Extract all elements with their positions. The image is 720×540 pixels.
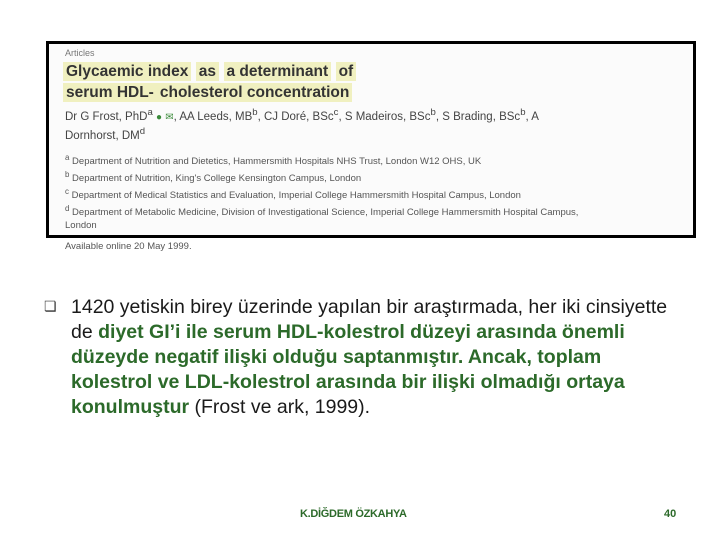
title-part: of (336, 62, 357, 81)
affiliation-line: London (65, 220, 97, 232)
bullet-icon: ❏ (44, 298, 57, 314)
footer-author: K.DİĞDEM ÖZKAHYA (300, 508, 407, 520)
authors-text: , S Brading, BSc (435, 110, 521, 123)
bullet-text (71, 295, 684, 420)
article-authors (65, 106, 679, 143)
article-title-line-2 (63, 83, 679, 102)
authors-text: , A (525, 110, 539, 123)
article-screenshot (46, 41, 696, 253)
affiliation-marker: b (65, 169, 70, 179)
person-icon: ● (155, 111, 163, 123)
citation-text: (Frost ve ark, 1999). (189, 396, 371, 418)
affiliation-text: Department of Medical Statistics and Evaluation, Imperial College Hammersmith Hospital Campus, London (71, 190, 521, 202)
affiliation-text: Department of Nutrition and Dietetics, Hammersmith Hospitals NHS Trust, London W12 OHS, UK (72, 155, 482, 167)
mail-icon: ✉ (165, 111, 174, 123)
articles-section-label: Articles (65, 48, 95, 58)
author-superscript: a (147, 107, 153, 118)
affiliation-line (65, 185, 679, 202)
affiliation-text: Department of Metabolic Medicine, Division of Investigational Science, Imperial College Hammersmith Hospital Campus, (72, 207, 579, 219)
affiliation-line (65, 151, 679, 168)
affiliation-marker: a (65, 152, 70, 162)
affiliation-line (65, 168, 679, 185)
authors-text: Dornhorst, DM (65, 129, 140, 142)
affiliation-marker: d (65, 204, 70, 214)
first-author: Dr G Frost, PhD (65, 110, 148, 123)
title-part: a determinant (224, 62, 332, 81)
affiliation-text: Department of Nutrition, King's College Kensington Campus, London (72, 172, 362, 184)
author-superscript: d (139, 125, 146, 137)
authors-text: , AA Leeds, MB (173, 110, 253, 123)
authors-text: , CJ Doré, BSc (257, 110, 334, 123)
affiliation-marker: c (65, 186, 69, 196)
author-superscript: b (430, 107, 436, 118)
highlighted-text: diyet GI’i ile serum HDL-kolestrol düzeyi arasında önemli düzeyde negatif ilişki olduğu saptanmıştır. Ancak, toplam kolestrol ve LDL-kolestrol arasında bir ilişki olmadığı ortaya konulmuştur (71, 321, 625, 418)
title-part: serum HDL- (63, 83, 157, 102)
article-title-line-1 (63, 62, 679, 81)
title-part: Glycaemic index (63, 62, 191, 81)
author-superscript: b (520, 107, 526, 118)
plain-text: 1420 yetiskin birey üzerinde yapılan bir araştırmada, her iki cinsiyette de (71, 296, 668, 343)
author-superscript: b (252, 107, 258, 118)
author-superscript: c (333, 107, 339, 118)
title-part: cholesterol concentration (157, 83, 352, 102)
authors-text: , S Madeiros, BSc (338, 110, 431, 123)
title-part: as (196, 62, 219, 81)
available-online-date: Available online 20 May 1999. (65, 241, 192, 253)
affiliation-line (65, 202, 679, 219)
bullet-paragraph (44, 295, 684, 420)
page-number: 40 (664, 508, 677, 520)
